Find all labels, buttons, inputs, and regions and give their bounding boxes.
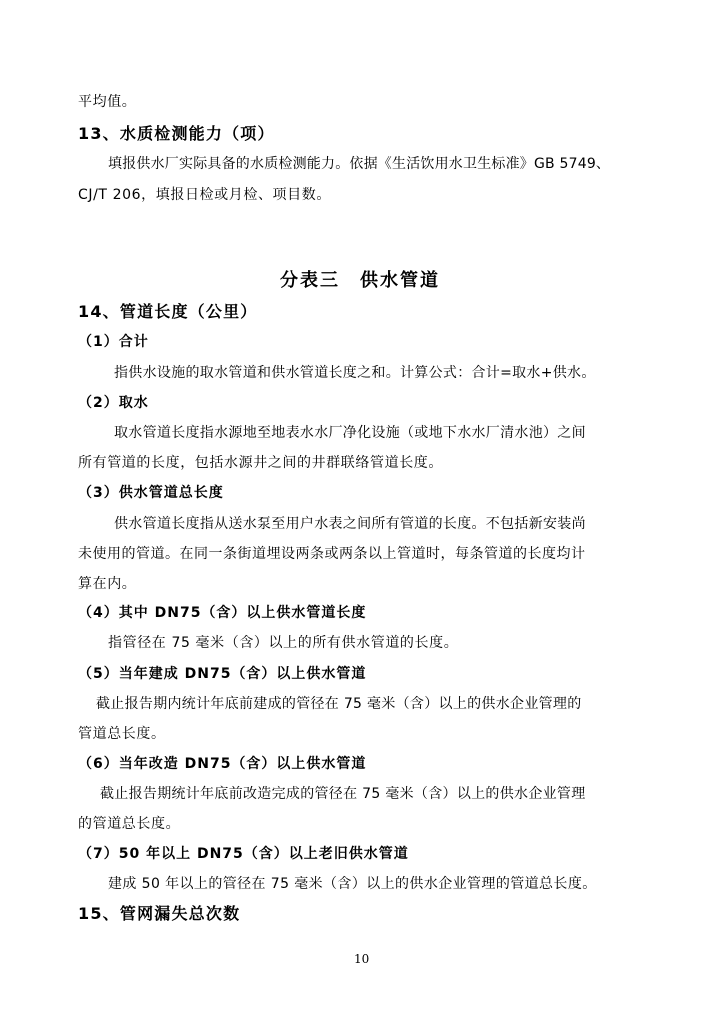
body-text: 指管径在 75 毫米（含）以上的所有供水管道的长度。 <box>108 635 459 651</box>
body-text: 管道总长度。 <box>78 726 166 742</box>
section-title: 分表三 供水管道 <box>280 270 440 291</box>
subheading-total: （1）合计 <box>78 334 149 350</box>
heading-pipe-length: 14、管道长度（公里） <box>78 302 258 321</box>
body-text: 未使用的管道。在同一条街道埋设两条或两条以上管道时，每条管道的长度均计 <box>78 546 586 562</box>
body-text: 取水管道长度指水源地至地表水水厂净化设施（或地下水水厂清水池）之间 <box>114 425 586 441</box>
subheading-renovated-dn75: （6）当年改造 DN75（含）以上供水管道 <box>78 756 367 772</box>
body-text: 截止报告期内统计年底前建成的管径在 75 毫米（含）以上的供水企业管理的 <box>96 696 582 712</box>
body-text: 的管道总长度。 <box>78 816 181 832</box>
heading-water-quality-capacity: 13、水质检测能力（项） <box>78 124 275 143</box>
body-text: 供水管道长度指从送水泵至用户水表之间所有管道的长度。不包括新安装尚 <box>114 516 586 532</box>
subheading-new-dn75: （5）当年建成 DN75（含）以上供水管道 <box>78 666 367 682</box>
body-text: 建成 50 年以上的管径在 75 毫米（含）以上的供水企业管理的管道总长度。 <box>108 876 597 892</box>
body-text: 指供水设施的取水管道和供水管道长度之和。计算公式：合计=取水+供水。 <box>114 365 596 381</box>
subheading-intake: （2）取水 <box>78 395 149 411</box>
body-text: CJ/T 206，填报日检或月检、项目数。 <box>78 187 331 203</box>
subheading-old-dn75: （7）50 年以上 DN75（含）以上老旧供水管道 <box>78 846 409 862</box>
body-text: 算在内。 <box>78 576 137 592</box>
body-text: 填报供水厂实际具备的水质检测能力。依据《生活饮用水卫生标准》GB 5749、 <box>108 156 611 172</box>
heading-leak-count: 15、管网漏失总次数 <box>78 904 241 923</box>
subheading-dn75-length: （4）其中 DN75（含）以上供水管道长度 <box>78 605 367 621</box>
subheading-supply-total: （3）供水管道总长度 <box>78 485 224 501</box>
body-text: 截止报告期统计年底前改造完成的管径在 75 毫米（含）以上的供水企业管理 <box>100 786 586 802</box>
body-text: 平均值。 <box>78 94 137 110</box>
page-number: 10 <box>354 952 370 966</box>
body-text: 所有管道的长度，包括水源井之间的井群联络管道长度。 <box>78 455 443 471</box>
